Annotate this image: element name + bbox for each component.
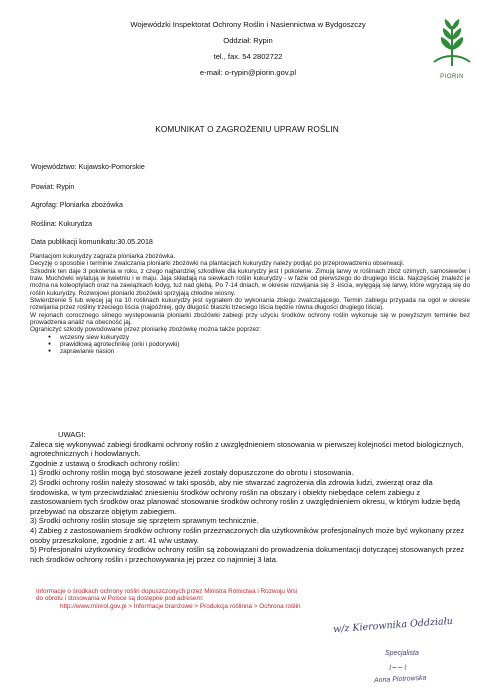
field-powiat: Powiat: Rypin [31, 183, 75, 191]
paragraph: Szkodnik ten daje 3 pokolenia w roku, z czego najbardziej szkodliwe dla kukurydzy jest I pokolenie. Zimują larwy w roślinach zbóż ozimych, samosiewów i traw. Muchówki wylatują w kwietniu i w maju. Jaja składają na siewkach roślin kukurydzy - w fazie od pierwszego do drugiego liścia. Najczęściej znaleźć je można na koleoptylach oraz na zawiązkach łodyg, tuż nad glebą. Po 7-14 dniach, w okresie rozwijania się 3 -liścia, wylęgają się larwy, które wgryzają się do roślin kukurydzy. Rozwojowi ploniarki zbożówki sprzyjają chłodne wiosny. [30, 267, 470, 297]
field-data-publikacji: Data publikacji komunikatu:30.05.2018 [31, 238, 153, 246]
info-line: Informacje o środkach ochrony roślin dopuszczonych przez Ministra Rolnictwa i Rozwoju Wsi [36, 588, 298, 595]
bullet-list [44, 334, 470, 356]
info-line: do obrotu i stosowania w Polsce są dostępne pod adresem: [36, 595, 204, 603]
uwagi-item: 3) Środki ochrony roślin stosuje się sprzętem sprawnym technicznie. [30, 516, 259, 526]
uwagi-item: 1) Środki ochrony roślin mogą być stosowane jeżeli zostały dopuszczone do obrotu i stosowania. [30, 468, 354, 478]
handwritten-signature: w/z Kierownika Oddziału [332, 615, 454, 636]
info-block [36, 588, 456, 610]
uwagi-item: 4) Zabieg z zastosowaniem środków ochrony roślin przeznaczonych dla użytkowników profesjonalnych może być wykonany przez osoby przeszkolone, zgodnie z art. 41 w/w ustawy. [30, 525, 465, 545]
uwagi-item: 5) Profesjonalni użytkownicy środków ochrony roślin są zobowiązani do prowadzenia dokumentacji dotyczącej stosowanych przez nich środków ochrony roślin i przechowywania jej przez co najmniej 3 lata. [30, 545, 465, 564]
logo-text: PIORIN [440, 74, 464, 80]
page-title: KOMUNIKAT O ZAGROŻENIU UPRAW ROŚLIN [155, 124, 339, 134]
uwagi-item: 2) Środki ochrony roślin należy stosować w taki sposób, aby nie stwarzać zagrożenia dla zdrowia ludzi, zwierząt oraz dla środowiska, w tym przeciwdziałać zniesieniu środków ochrony roślin na obszary i obiekty niebędące celem zabiegu z zastosowaniem tych środków oraz planować stosowanie środków ochrony roślin z uwzględnieniem okresu, w którym ludzie będą przebywać na obszarze objętym zabiegiem. [30, 477, 460, 516]
paragraph: Stwierdzenie 5 lub więcej jaj na 10 roślinach kukurydzy jest sygnałem do wykonania zbiegu zwalczającego. Termin zabiegu przypada na ogół w okresie rozwijania przez rośliny trzeciego liścia (najpóźniej, gdy długość blaszki trzeciego liścia będzie równa długości drugiego liścia). [30, 297, 470, 312]
header-branch: Oddział: Rypin [223, 36, 273, 45]
header-institution: Wojewódzki Inspektorat Ochrony Roślin i Nasiennictwa w Bydgoszczy [130, 20, 366, 29]
stamp-title: Specjalista [385, 650, 419, 657]
field-wojewodztwo: Województwo: Kujawsko-Pomorskie [31, 163, 145, 171]
list-item: ● zaprawianie nasion [44, 348, 470, 355]
uwagi-section [30, 430, 466, 564]
info-link[interactable]: http://www.minrol.gov.pl > Informacje branżowe > Produkcja roślinna > Ochrona roślin [60, 602, 301, 610]
body-text [30, 253, 470, 356]
paragraph: Plantacjom kukurydzy zagraża ploniarka zbożówka. [30, 253, 176, 260]
uwagi-intro: Zaleca się wykonywać zabiegi środkami ochrony roślin z uwzględnieniem stosowania w pierwszej kolejności metod biologicznych, agrotechnicznych i hodowlanych. [30, 439, 464, 459]
list-item: ● prawidłową agrotechnikę (orki i podorywki) [44, 341, 470, 348]
list-item: ● wczesny siew kukurydzy [44, 334, 470, 341]
paragraph: W rejonach corocznego silnego występowania ploniarki zbożówki zabiegi przy użyciu środków ochrony roślin wykonuje się w powyższym terminie bez prowadzenia analiz na obecność jaj. [30, 311, 470, 327]
stamp-name: Anna Piotrowska [373, 674, 427, 685]
signature-scribble: ⌇~~⌇ [388, 664, 407, 672]
uwagi-heading: UWAGI: [58, 430, 86, 439]
paragraph: Ograniczyć szkody powodowane przez ploniarkę zbożówkę można także poprzez: [30, 326, 261, 334]
uwagi-zgodnie: Zgodnie z ustawą o środkach ochrony roślin: [30, 458, 180, 468]
field-roslina: Roślina: Kukurydza [31, 220, 93, 228]
header-email: e-mail: o-rypin@piorin.gov.pl [199, 68, 297, 77]
piorin-logo [430, 18, 474, 78]
wheat-logo-icon [430, 18, 474, 68]
paragraph: Decyzję o sposobie i terminie zwalczania ploniarki zbożówki na plantacjach kukurydzy należy podjąć po przeprowadzeniu obserwacji. [30, 260, 405, 268]
header-phone: tel., fax. 54 2802722 [213, 52, 283, 61]
field-agrofag: Agrofag: Ploniarka zbożówka [31, 201, 123, 209]
